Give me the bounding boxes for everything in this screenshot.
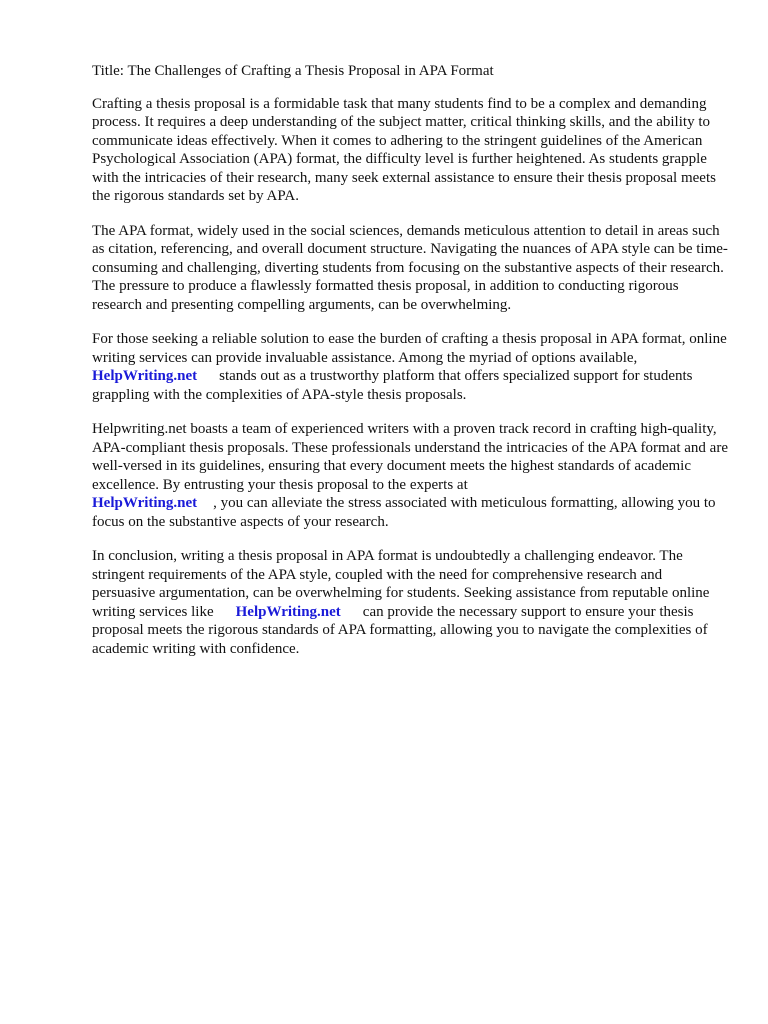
- paragraph-5: [92, 547, 728, 658]
- document-title: Title: The Challenges of Crafting a Thesis Proposal in APA Format: [92, 63, 494, 79]
- helpwriting-link-2[interactable]: HelpWriting.net: [92, 495, 198, 511]
- paragraph-1: Crafting a thesis proposal is a formidable task that many students find to be a complex and demanding process. It requires a deep understanding of the subject matter, critical thinking skills, and the ability to communicate ideas effectively. When it comes to adhering to the stringent guidelines of the American Psychological Association (APA) format, the difficulty level is further heightened. As students grapple with the intricacies of their research, many seek external assistance to ensure their thesis proposal meets the rigorous standards set by APA.: [92, 95, 716, 204]
- helpwriting-link-1[interactable]: HelpWriting.net: [92, 368, 198, 384]
- paragraph-5-text-start: In conclusion, writing a thesis proposal in APA format is undoubtedly a challenging endeavor. The stringent requirements of the APA style, coupled with the need for comprehensive research and persuasive argumentation, can be overwhelming for students. Seeking assistance from reputable online writing services like: [92, 548, 710, 620]
- helpwriting-link-3[interactable]: HelpWriting.net: [235, 603, 341, 620]
- paragraph-3-text-end: stands out as a trustworthy platform that offers specialized support for students grappling with the complexities of APA-style thesis proposals.: [92, 368, 693, 403]
- paragraph-4-text-end: , you can alleviate the stress associated with meticulous formatting, allowing you to focus on the substantive aspects of your research.: [92, 495, 716, 530]
- paragraph-5-text-end: can provide the necessary support to ensure your thesis proposal meets the rigorous standards of APA formatting, allowing you to navigate the complexities of academic writing with confidence.: [92, 603, 708, 657]
- paragraph-4: [92, 420, 728, 531]
- paragraph-4-text-start: Helpwriting.net boasts a team of experienced writers with a proven track record in crafting high-quality, APA-compliant thesis proposals. These professionals understand the intricacies of the APA format and are well-versed in its guidelines, ensuring that every document meets the highest standards of academic excellence. By entrusting your thesis proposal to the experts at: [92, 421, 728, 493]
- paragraph-3: [92, 330, 728, 404]
- paragraph-3-text-start: For those seeking a reliable solution to ease the burden of crafting a thesis proposal in APA format, online writing services can provide invaluable assistance. Among the myriad of options available,: [92, 331, 727, 366]
- paragraph-2: The APA format, widely used in the social sciences, demands meticulous attention to detail in areas such as citation, referencing, and overall document structure. Navigating the nuances of APA style can be time-consuming and challenging, diverting students from focusing on the substantive aspects of their research. The pressure to produce a flawlessly formatted thesis proposal, in addition to conducting rigorous research and presenting compelling arguments, can be overwhelming.: [92, 222, 728, 313]
